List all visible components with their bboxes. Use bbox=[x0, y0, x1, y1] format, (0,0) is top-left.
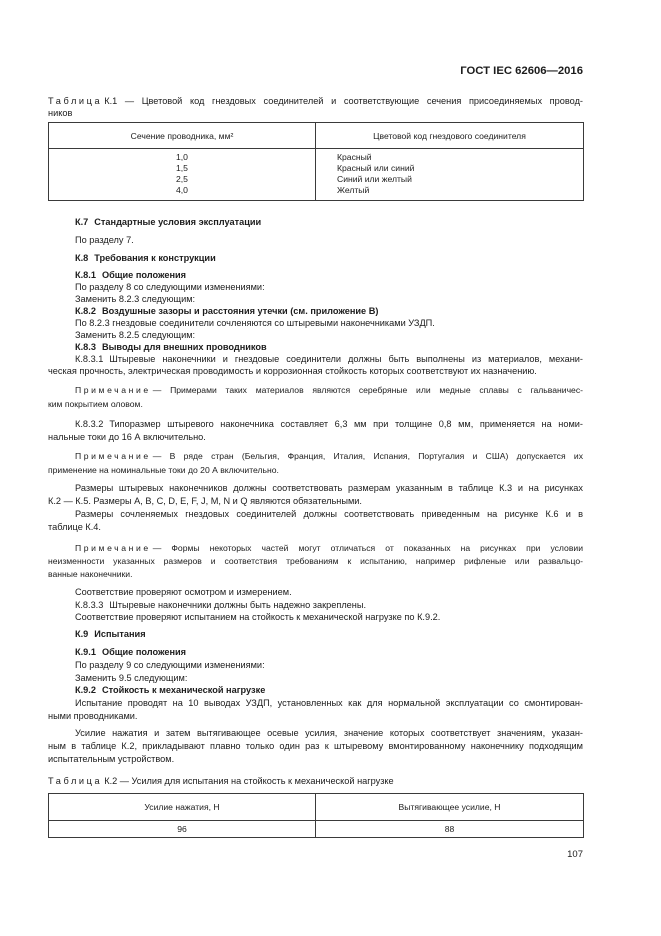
section-title: Стандартные условия эксплуатации bbox=[94, 217, 262, 227]
section-title: Стойкость к механической нагрузке bbox=[101, 685, 266, 696]
clause-text: Штыревые наконечники должны быть надежно закреплены. bbox=[109, 599, 367, 610]
body-line: Размеры сочленяемых гнездовых соединителей должны соответствовать приведенным на рисунке К.6 и в bbox=[75, 509, 583, 519]
clause-k8-3-2 bbox=[48, 418, 583, 444]
note-line bbox=[48, 542, 583, 555]
caption-text: К.1 — Цветовой код гнездовых соединителей и соответствующие сечения присоединяемых провод- bbox=[104, 96, 583, 106]
body-line: Испытание проводят на 10 выводах УЗДП, установленных как для нормальной эксплуатации со смонтирован- bbox=[75, 698, 583, 709]
body-line bbox=[48, 353, 583, 365]
table-k2-caption bbox=[48, 775, 583, 787]
section-k7 bbox=[48, 216, 583, 228]
column-header-pull-force: Вытягивающее усилие, Н bbox=[316, 794, 584, 821]
note-line: ким покрытием оловом. bbox=[48, 398, 143, 409]
page-number: 107 bbox=[567, 849, 583, 860]
body-line: Размеры штыревых наконечников должны соответствовать размерам указанным в таблице К.3 и на рисунках bbox=[75, 483, 583, 493]
section-k9-heading bbox=[48, 628, 583, 640]
body-line: По разделу 7. bbox=[75, 235, 134, 245]
body-line: Заменить 8.2.5 следующим: bbox=[75, 330, 196, 340]
note-line: ванные наконечники. bbox=[48, 569, 133, 579]
section-k9-1-heading bbox=[48, 646, 583, 659]
clause-number: К.8.3.3 bbox=[75, 599, 104, 610]
section-number: К.9 bbox=[75, 629, 89, 639]
section-k7-body bbox=[48, 234, 583, 246]
caption-line: ников bbox=[48, 108, 73, 118]
note-line: неизменности указанных размеров и соответствия требованиям к испытанию, например рифленые или развальцо- bbox=[48, 556, 583, 566]
column-header-push-force: Усилие нажатия, Н bbox=[49, 794, 316, 821]
dimensions-paragraphs bbox=[48, 482, 583, 534]
body-line bbox=[48, 418, 583, 431]
table-body-row bbox=[49, 149, 584, 201]
standard-designation: ГОСТ IEC 62606—2016 bbox=[460, 65, 583, 77]
body-line: испытательным устройством. bbox=[48, 754, 175, 764]
clause-number: К.8.3.2 bbox=[75, 419, 104, 429]
body-line: По разделу 9 со следующими изменениями: bbox=[75, 659, 265, 670]
note-line bbox=[48, 449, 583, 463]
note-text: — Примерами таких материалов являются серебряные или медные сплавы с гальваничес- bbox=[152, 385, 583, 395]
section-title: Испытания bbox=[94, 629, 146, 639]
section-title: Воздушные зазоры и расстояния утечки (см. приложение В) bbox=[101, 306, 379, 316]
section-number: К.9.2 bbox=[75, 685, 96, 696]
section-title: Общие положения bbox=[101, 270, 187, 280]
note-label: Примечание bbox=[75, 451, 151, 461]
section-title: Общие положения bbox=[101, 647, 187, 657]
table-k2 bbox=[48, 793, 584, 838]
note-text: — Формы некоторых частей могут отличаться от показанных на рисунках при условии bbox=[152, 543, 583, 553]
cross-section-value: 1,5 bbox=[176, 163, 188, 173]
body-line: Заменить 8.2.3 следующим: bbox=[75, 294, 196, 304]
cross-section-value: 2,5 bbox=[176, 174, 188, 184]
caption-label: Таблица bbox=[48, 96, 103, 106]
pull-force-value: 88 bbox=[316, 821, 584, 838]
note-label: Примечание bbox=[75, 543, 151, 553]
clause-text: Типоразмер штыревого наконечника составляет 6,3 мм при толщине 0,8 мм, применяется на номи- bbox=[109, 419, 583, 429]
cross-section-cell bbox=[49, 149, 316, 201]
body-line: ным в таблице К.2, прикладывают плавно только один раз к штыревому вмонтированному наконечнику подходящим bbox=[48, 741, 583, 751]
clause-text: Штыревые наконечники и гнездовые соединители должны быть выполнены из материалов, механи- bbox=[109, 354, 583, 364]
caption-label: Таблица bbox=[48, 776, 103, 786]
color-code-value: Красный bbox=[337, 152, 372, 162]
color-code-value: Красный или синий bbox=[337, 163, 415, 173]
push-force-value: 96 bbox=[49, 821, 316, 838]
body-line: Усилие нажатия и затем вытягивающее осевые усилия, значение которых соответствует значениям, указан- bbox=[75, 728, 583, 738]
body-line: Заменить 9.5 следующим: bbox=[75, 672, 188, 683]
column-header-color-code: Цветовой код гнездового соединителя bbox=[316, 123, 584, 149]
caption-line bbox=[48, 775, 583, 787]
section-title: Выводы для внешних проводников bbox=[101, 342, 267, 352]
section-number: К.8 bbox=[75, 253, 89, 263]
body-line: Соответствие проверяют осмотром и измерением. bbox=[75, 587, 292, 597]
body-line: нальные токи до 16 А включительно. bbox=[48, 432, 206, 442]
cross-section-value: 1,0 bbox=[176, 152, 188, 162]
section-k8-3-heading bbox=[48, 341, 583, 353]
column-header-cross-section: Сечение проводника, мм² bbox=[49, 123, 316, 149]
section-k8 bbox=[48, 252, 583, 264]
table-row bbox=[49, 821, 584, 838]
section-number: К.8.1 bbox=[75, 270, 96, 280]
note-label: Примечание bbox=[75, 385, 151, 395]
section-k8-subsections bbox=[48, 269, 583, 377]
section-k9-subsections bbox=[48, 646, 583, 723]
section-number: К.9.1 bbox=[75, 647, 96, 657]
clause-number: К.8.3.1 bbox=[75, 354, 104, 364]
table-header-row bbox=[49, 123, 584, 149]
body-line: Соответствие проверяют испытанием на стойкость к механической нагрузке по К.9.2. bbox=[75, 612, 441, 622]
body-line bbox=[48, 599, 583, 612]
compliance-paragraphs bbox=[48, 586, 583, 624]
note-text: — В ряде стран (Бельгия, Франция, Италия, Испания, Португалия и США) допускается их bbox=[152, 451, 583, 461]
note-line bbox=[48, 384, 583, 398]
body-line: К.2 — К.5. Размеры A, B, C, D, E, F, J, M, N и Q являются обязательными. bbox=[48, 496, 362, 506]
note-1 bbox=[48, 384, 583, 411]
note-line: применение на номинальные токи до 20 А включительно. bbox=[48, 465, 279, 475]
caption-line bbox=[48, 95, 583, 107]
body-line: ными проводниками. bbox=[48, 710, 138, 721]
table-k1-caption bbox=[48, 95, 583, 119]
section-number: К.8.3 bbox=[75, 342, 96, 352]
note-3 bbox=[48, 542, 583, 581]
section-title: Требования к конструкции bbox=[94, 253, 216, 263]
section-k9 bbox=[48, 628, 583, 640]
section-number: К.7 bbox=[75, 217, 89, 227]
force-paragraph bbox=[48, 727, 583, 766]
caption-text: К.2 — Усилия для испытания на стойкость к механической нагрузке bbox=[104, 776, 394, 786]
color-code-value: Желтый bbox=[337, 185, 370, 195]
section-k9-2-heading bbox=[48, 684, 583, 697]
color-code-value: Синий или желтый bbox=[337, 174, 412, 184]
body-line: По 8.2.3 гнездовые соединители сочленяются со штыревыми наконечниками УЗДП. bbox=[75, 318, 435, 328]
color-code-cell bbox=[316, 149, 584, 201]
section-k8-heading bbox=[48, 252, 583, 264]
table-header-row bbox=[49, 794, 584, 821]
note-2 bbox=[48, 449, 583, 477]
table-k1 bbox=[48, 122, 584, 201]
body-line: ческая прочность, электрическая проводимость и коррозионная стойкость которых соответствуют их назначению. bbox=[48, 366, 537, 376]
section-k8-2-heading bbox=[48, 305, 583, 317]
section-k8-1-heading bbox=[48, 269, 583, 281]
body-line: таблице К.4. bbox=[48, 522, 101, 532]
section-number: К.8.2 bbox=[75, 306, 96, 316]
section-k7-heading bbox=[48, 216, 583, 228]
cross-section-value: 4,0 bbox=[176, 185, 188, 195]
body-line: По разделу 8 со следующими изменениями: bbox=[75, 282, 265, 292]
